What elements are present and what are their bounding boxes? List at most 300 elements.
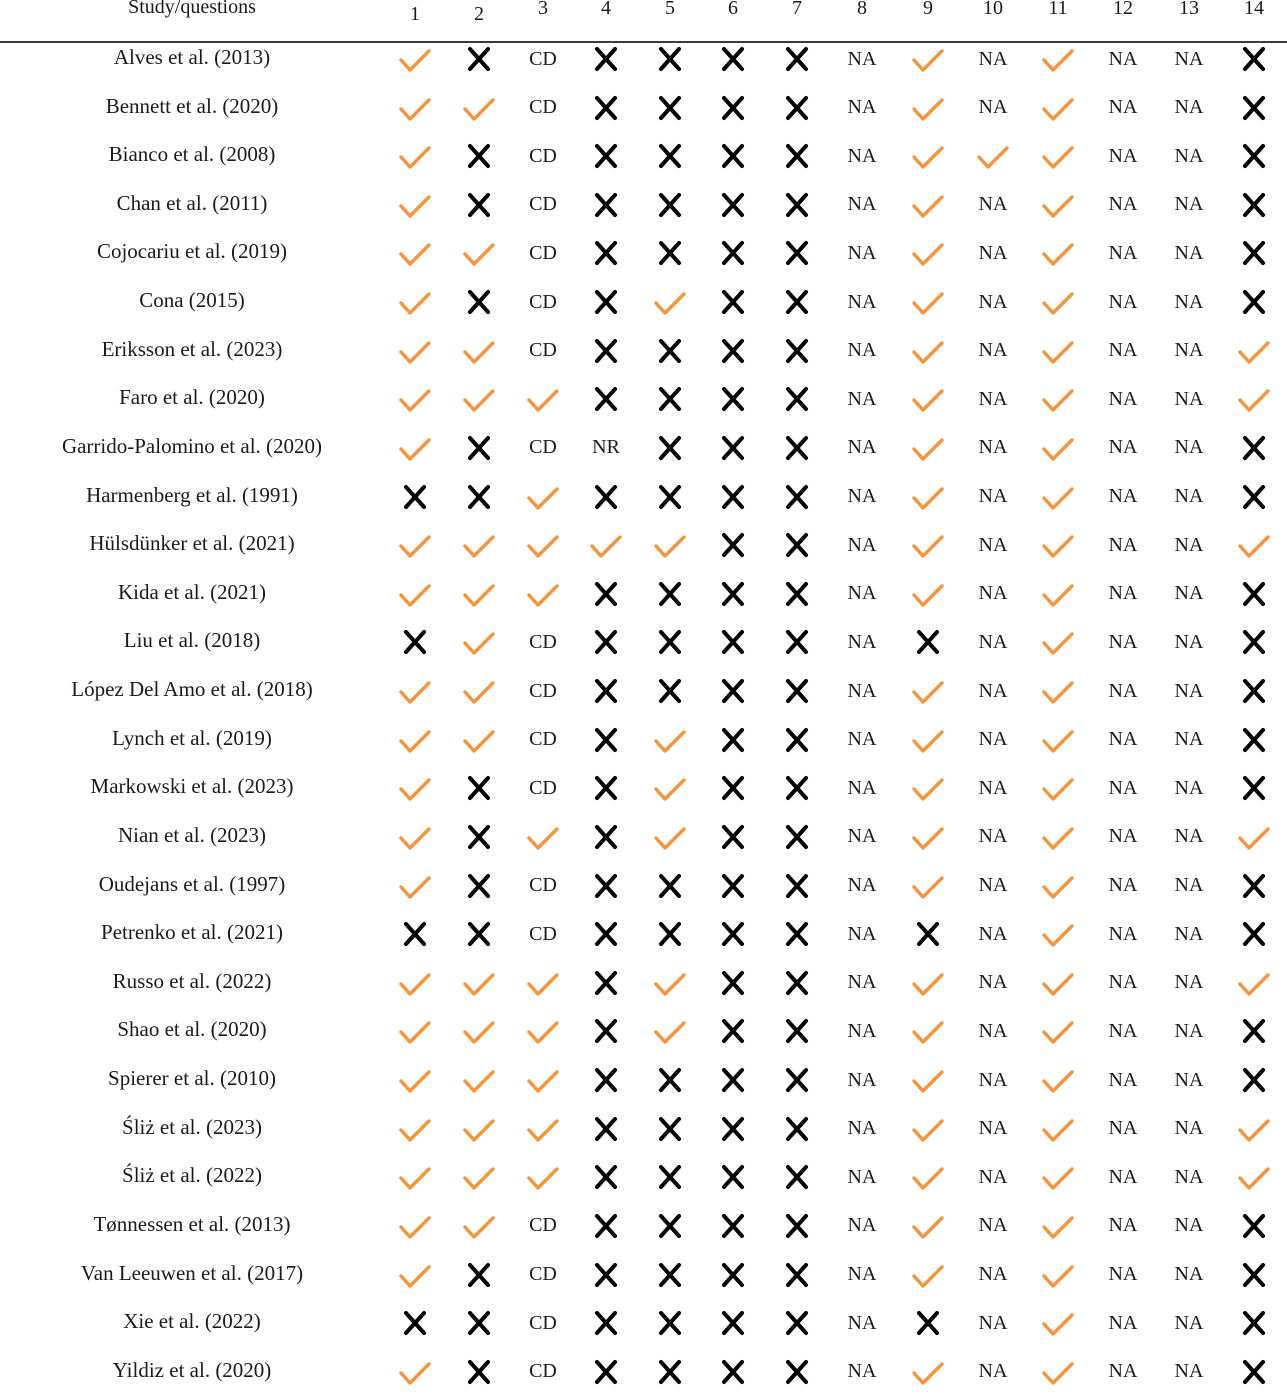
- cross-icon: [451, 768, 507, 808]
- rating-cd: [515, 331, 571, 371]
- rating-na: [965, 233, 1021, 273]
- cross-icon: [578, 185, 634, 225]
- study-name: Kida et al. (2021): [117, 579, 267, 604]
- rating-text: NA: [847, 485, 877, 508]
- check-icon: [387, 1206, 443, 1248]
- check-icon: [1030, 671, 1086, 713]
- rating-text: NA: [1174, 1068, 1204, 1091]
- header-question-4: 4: [601, 0, 611, 19]
- check-icon: [900, 1060, 956, 1102]
- rating-na: [834, 1060, 890, 1100]
- check-icon: [1030, 88, 1086, 130]
- rating-text: NA: [847, 436, 877, 459]
- rating-text: NA: [847, 47, 877, 70]
- check-icon: [1030, 963, 1086, 1005]
- check-icon: [642, 720, 698, 762]
- rating-na: [834, 914, 890, 954]
- header-question-2: 2: [474, 3, 484, 25]
- check-icon: [387, 817, 443, 859]
- header-question-11: 11: [1048, 0, 1068, 19]
- rating-na: [1095, 574, 1151, 614]
- cross-icon: [578, 963, 634, 1003]
- rating-text: NA: [1108, 922, 1138, 945]
- check-icon: [1030, 282, 1086, 324]
- cross-icon: [578, 39, 634, 79]
- cross-icon: [769, 1157, 825, 1197]
- rating-na: [1161, 671, 1217, 711]
- rating-na: [965, 379, 1021, 419]
- rating-text: NA: [1174, 1214, 1204, 1237]
- check-icon: [387, 331, 443, 373]
- rating-text: NA: [1108, 582, 1138, 605]
- cross-icon: [1226, 88, 1282, 128]
- rating-na: [1161, 428, 1217, 468]
- rating-na: [1095, 282, 1151, 322]
- rating-na: [1161, 1011, 1217, 1051]
- check-icon: [1226, 963, 1282, 1005]
- rating-na: [834, 574, 890, 614]
- cross-icon: [769, 1109, 825, 1149]
- study-name: Garrido-Palomino et al. (2020): [61, 433, 323, 458]
- rating-text: CD: [529, 630, 557, 653]
- cross-icon: [1226, 1011, 1282, 1051]
- check-icon: [1030, 574, 1086, 616]
- header-question-9: 9: [923, 0, 933, 19]
- check-icon: [1030, 1109, 1086, 1151]
- cross-icon: [578, 914, 634, 954]
- rating-na: [1161, 574, 1217, 614]
- rating-text: NA: [978, 47, 1008, 70]
- rating-cd: [515, 185, 571, 225]
- cross-icon: [578, 1255, 634, 1295]
- rating-text: NA: [1174, 485, 1204, 508]
- table-row: [0, 379, 1287, 419]
- check-icon: [387, 1060, 443, 1102]
- check-icon: [1226, 1157, 1282, 1199]
- cross-icon: [705, 914, 761, 954]
- rating-text: NA: [1108, 971, 1138, 994]
- rating-na: [965, 1206, 1021, 1246]
- rating-text: NA: [1108, 339, 1138, 362]
- rating-text: NA: [1174, 47, 1204, 70]
- study-name: Faro et al. (2020): [119, 385, 265, 410]
- rating-text: NA: [978, 728, 1008, 751]
- cross-icon: [578, 671, 634, 711]
- rating-text: CD: [529, 728, 557, 751]
- rating-text: NA: [1108, 47, 1138, 70]
- header-question-1: 1: [410, 3, 420, 25]
- rating-text: NA: [847, 1165, 877, 1188]
- rating-na: [834, 136, 890, 176]
- rating-na: [1095, 1255, 1151, 1295]
- check-icon: [1030, 1060, 1086, 1102]
- check-icon: [387, 1109, 443, 1151]
- rating-text: NA: [1108, 1214, 1138, 1237]
- rating-na: [1095, 428, 1151, 468]
- rating-na: [965, 768, 1021, 808]
- cross-icon: [578, 331, 634, 371]
- check-icon: [642, 963, 698, 1005]
- rating-text: NA: [978, 825, 1008, 848]
- rating-na: [834, 622, 890, 662]
- rating-text: NA: [847, 922, 877, 945]
- rating-text: NA: [978, 1068, 1008, 1091]
- cross-icon: [451, 39, 507, 79]
- check-icon: [900, 379, 956, 421]
- check-icon: [900, 185, 956, 227]
- rating-text: NA: [847, 582, 877, 605]
- check-icon: [1030, 233, 1086, 275]
- cross-icon: [642, 379, 698, 419]
- check-icon: [578, 525, 634, 567]
- cross-icon: [451, 1255, 507, 1295]
- rating-text: NA: [978, 582, 1008, 605]
- cross-icon: [578, 866, 634, 906]
- check-icon: [515, 1011, 571, 1053]
- cross-icon: [705, 1157, 761, 1197]
- header-question-12: 12: [1113, 0, 1133, 19]
- rating-text: NA: [1174, 776, 1204, 799]
- rating-cd: [515, 866, 571, 906]
- header-question-5: 5: [665, 0, 675, 19]
- check-icon: [515, 525, 571, 567]
- cross-icon: [769, 136, 825, 176]
- rating-text: NA: [1174, 144, 1204, 167]
- rating-na: [1161, 185, 1217, 225]
- cross-icon: [769, 88, 825, 128]
- rating-text: CD: [529, 1214, 557, 1237]
- rating-text: NA: [1174, 290, 1204, 313]
- header-question-10: 10: [983, 0, 1003, 19]
- rating-na: [1161, 1206, 1217, 1246]
- cross-icon: [705, 282, 761, 322]
- table-row: [0, 525, 1287, 565]
- rating-na: [834, 720, 890, 760]
- rating-na: [834, 671, 890, 711]
- check-icon: [387, 866, 443, 908]
- rating-text: NA: [1174, 193, 1204, 216]
- check-icon: [451, 1060, 507, 1102]
- rating-na: [834, 1109, 890, 1149]
- cross-icon: [705, 622, 761, 662]
- cross-icon: [705, 1303, 761, 1343]
- check-icon: [1030, 720, 1086, 762]
- rating-na: [1095, 88, 1151, 128]
- rating-text: NA: [978, 874, 1008, 897]
- cross-icon: [1226, 866, 1282, 906]
- header-question-8: 8: [857, 0, 867, 19]
- cross-icon: [578, 88, 634, 128]
- cross-icon: [642, 1303, 698, 1343]
- cross-icon: [451, 428, 507, 468]
- cross-icon: [1226, 1255, 1282, 1295]
- cross-icon: [705, 1255, 761, 1295]
- rating-cd: [515, 1255, 571, 1295]
- table-row: [0, 1060, 1287, 1100]
- rating-na: [834, 88, 890, 128]
- cross-icon: [578, 1109, 634, 1149]
- study-name: Petrenko et al. (2021): [101, 920, 283, 945]
- cross-icon: [769, 1352, 825, 1392]
- cross-icon: [1226, 671, 1282, 711]
- cross-icon: [1226, 428, 1282, 468]
- rating-na: [1161, 622, 1217, 662]
- cross-icon: [705, 39, 761, 79]
- rating-na: [1161, 136, 1217, 176]
- rating-na: [1095, 233, 1151, 273]
- table-row: [0, 88, 1287, 128]
- cross-icon: [705, 768, 761, 808]
- rating-na: [834, 1352, 890, 1392]
- check-icon: [1030, 525, 1086, 567]
- cross-icon: [642, 1060, 698, 1100]
- table-row: [0, 671, 1287, 711]
- rating-na: [1161, 233, 1217, 273]
- rating-text: CD: [529, 922, 557, 945]
- check-icon: [387, 963, 443, 1005]
- check-icon: [1030, 1255, 1086, 1297]
- cross-icon: [1226, 720, 1282, 760]
- cross-icon: [578, 622, 634, 662]
- rating-text: NA: [847, 1068, 877, 1091]
- rating-na: [965, 914, 1021, 954]
- table-row: [0, 574, 1287, 614]
- check-icon: [900, 768, 956, 810]
- cross-icon: [642, 233, 698, 273]
- rating-text: NA: [1108, 1360, 1138, 1383]
- cross-icon: [451, 136, 507, 176]
- cross-icon: [1226, 622, 1282, 662]
- cross-icon: [900, 622, 956, 662]
- cross-icon: [387, 1303, 443, 1343]
- study-name: Hülsdünker et al. (2021): [89, 531, 295, 556]
- cross-icon: [578, 136, 634, 176]
- rating-text: NA: [847, 1311, 877, 1334]
- rating-text: NA: [1108, 1068, 1138, 1091]
- check-icon: [1030, 817, 1086, 859]
- rating-na: [1095, 1157, 1151, 1197]
- check-icon: [900, 477, 956, 519]
- cross-icon: [769, 428, 825, 468]
- study-name: Shao et al. (2020): [117, 1017, 267, 1042]
- rating-na: [1161, 88, 1217, 128]
- cross-icon: [769, 1011, 825, 1051]
- cross-icon: [642, 1206, 698, 1246]
- cross-icon: [387, 477, 443, 517]
- cross-icon: [1226, 1352, 1282, 1392]
- study-name: Śliż et al. (2022): [122, 1163, 262, 1188]
- cross-icon: [1226, 768, 1282, 808]
- cross-icon: [1226, 233, 1282, 273]
- rating-na: [1095, 185, 1151, 225]
- check-icon: [387, 282, 443, 324]
- cross-icon: [705, 525, 761, 565]
- check-icon: [900, 671, 956, 713]
- cross-icon: [705, 185, 761, 225]
- rating-na: [834, 1011, 890, 1051]
- rating-text: NA: [1174, 387, 1204, 410]
- cross-icon: [769, 233, 825, 273]
- study-name: Oudejans et al. (1997): [98, 871, 286, 896]
- check-icon: [387, 768, 443, 810]
- rating-na: [834, 233, 890, 273]
- rating-cd: [515, 622, 571, 662]
- rating-na: [965, 88, 1021, 128]
- table-row: [0, 914, 1287, 954]
- check-icon: [900, 963, 956, 1005]
- header-question-3: 3: [538, 0, 548, 19]
- rating-text: NA: [1174, 1019, 1204, 1042]
- rating-text: NA: [847, 193, 877, 216]
- rating-na: [965, 1255, 1021, 1295]
- rating-text: CD: [529, 144, 557, 167]
- rating-na: [1161, 1109, 1217, 1149]
- rating-text: NA: [1108, 874, 1138, 897]
- rating-text: NA: [847, 1360, 877, 1383]
- rating-text: CD: [529, 1311, 557, 1334]
- rating-text: NA: [1108, 1117, 1138, 1140]
- check-icon: [1226, 525, 1282, 567]
- study-name: Nian et al. (2023): [117, 822, 267, 847]
- cross-icon: [769, 39, 825, 79]
- check-icon: [1030, 1303, 1086, 1345]
- cross-icon: [769, 477, 825, 517]
- rating-cd: [515, 39, 571, 79]
- rating-na: [965, 185, 1021, 225]
- rating-text: NA: [847, 1214, 877, 1237]
- rating-text: NA: [978, 241, 1008, 264]
- rating-text: NA: [847, 1019, 877, 1042]
- table-row: [0, 622, 1287, 662]
- cross-icon: [900, 914, 956, 954]
- check-icon: [387, 39, 443, 81]
- study-name: Lynch et al. (2019): [112, 725, 272, 750]
- rating-text: CD: [529, 47, 557, 70]
- cross-icon: [705, 88, 761, 128]
- rating-text: NA: [978, 96, 1008, 119]
- rating-text: NA: [1108, 1311, 1138, 1334]
- check-icon: [900, 88, 956, 130]
- rating-cd: [515, 720, 571, 760]
- rating-na: [1095, 622, 1151, 662]
- cross-icon: [769, 622, 825, 662]
- rating-text: NA: [1174, 1263, 1204, 1285]
- rating-text: NA: [847, 1263, 877, 1285]
- rating-na: [965, 1060, 1021, 1100]
- header-question-13: 13: [1179, 0, 1199, 19]
- rating-text: CD: [529, 1263, 557, 1285]
- cross-icon: [705, 817, 761, 857]
- cross-icon: [1226, 477, 1282, 517]
- cross-icon: [769, 1303, 825, 1343]
- cross-icon: [705, 1060, 761, 1100]
- study-name: Cona (2015): [139, 288, 245, 313]
- check-icon: [387, 525, 443, 567]
- table-row: [0, 428, 1287, 468]
- table-row: [0, 768, 1287, 808]
- rating-na: [1095, 963, 1151, 1003]
- cross-icon: [1226, 1206, 1282, 1246]
- rating-text: NA: [978, 339, 1008, 362]
- cross-icon: [769, 866, 825, 906]
- cross-icon: [642, 866, 698, 906]
- rating-na: [965, 39, 1021, 79]
- cross-icon: [769, 963, 825, 1003]
- rating-text: NA: [1108, 776, 1138, 799]
- cross-icon: [769, 720, 825, 760]
- rating-text: NA: [978, 776, 1008, 799]
- cross-icon: [451, 477, 507, 517]
- rating-text: CD: [529, 679, 557, 702]
- cross-icon: [451, 817, 507, 857]
- rating-cd: [515, 428, 571, 468]
- rating-na: [965, 1109, 1021, 1149]
- header-study-questions: Study/questions: [128, 0, 256, 18]
- check-icon: [1226, 817, 1282, 859]
- cross-icon: [900, 1303, 956, 1343]
- check-icon: [515, 1109, 571, 1151]
- table-row: [0, 282, 1287, 322]
- study-name: Chan et al. (2011): [116, 190, 268, 215]
- check-icon: [642, 525, 698, 567]
- cross-icon: [578, 233, 634, 273]
- rating-na: [1161, 331, 1217, 371]
- rating-text: CD: [529, 290, 557, 313]
- cross-icon: [642, 622, 698, 662]
- check-icon: [1030, 1206, 1086, 1248]
- cross-icon: [578, 477, 634, 517]
- cross-icon: [1226, 574, 1282, 614]
- check-icon: [515, 477, 571, 519]
- cross-icon: [578, 720, 634, 760]
- rating-na: [1161, 525, 1217, 565]
- cross-icon: [451, 1303, 507, 1343]
- check-icon: [451, 963, 507, 1005]
- rating-text: NA: [1174, 630, 1204, 653]
- cross-icon: [642, 136, 698, 176]
- table-row: [0, 720, 1287, 760]
- rating-text: NA: [1108, 96, 1138, 119]
- rating-na: [965, 720, 1021, 760]
- cross-icon: [451, 866, 507, 906]
- rating-na: [1095, 866, 1151, 906]
- check-icon: [451, 574, 507, 616]
- check-icon: [1030, 428, 1086, 470]
- rating-text: NA: [1108, 1263, 1138, 1285]
- cross-icon: [642, 1352, 698, 1392]
- rating-na: [1095, 1060, 1151, 1100]
- rating-na: [1161, 1255, 1217, 1295]
- cross-icon: [642, 574, 698, 614]
- rating-cd: [515, 914, 571, 954]
- rating-nr: [578, 428, 634, 468]
- rating-text: CD: [529, 96, 557, 119]
- rating-na: [1095, 1352, 1151, 1392]
- rating-cd: [515, 1303, 571, 1343]
- cross-icon: [578, 1011, 634, 1051]
- rating-na: [834, 1303, 890, 1343]
- cross-icon: [705, 574, 761, 614]
- table-row: [0, 136, 1287, 176]
- rating-text: NA: [1108, 193, 1138, 216]
- cross-icon: [642, 331, 698, 371]
- rating-text: NA: [978, 971, 1008, 994]
- rating-text: NA: [847, 874, 877, 897]
- rating-text: NA: [1108, 630, 1138, 653]
- table-row: [0, 477, 1287, 517]
- rating-na: [834, 1157, 890, 1197]
- cross-icon: [1226, 914, 1282, 954]
